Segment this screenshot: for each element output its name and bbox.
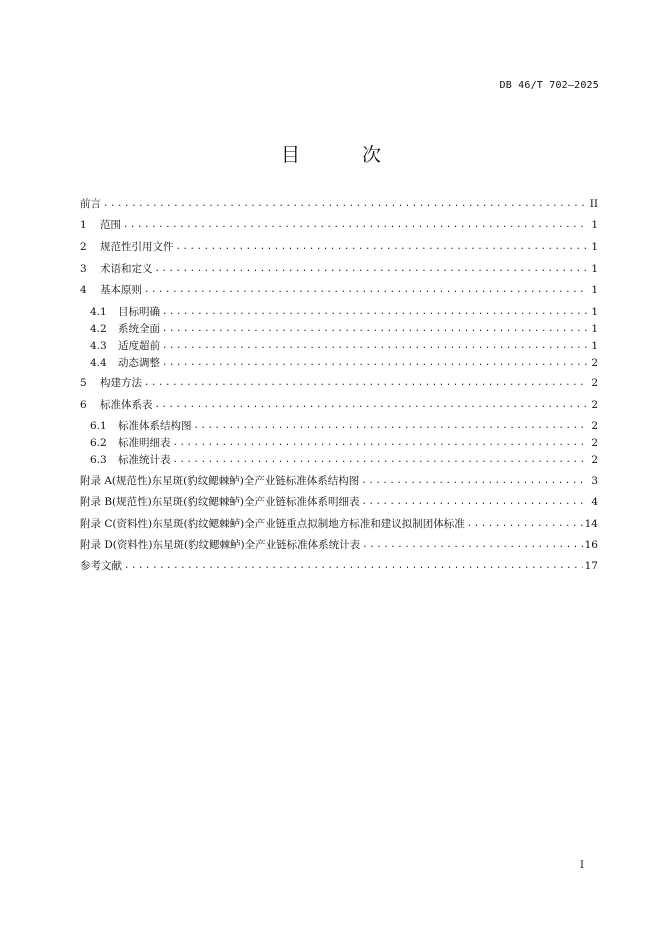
- toc-entry-4-4[interactable]: [90, 356, 598, 370]
- toc-leader-dots: [162, 339, 588, 353]
- toc-title: 目 次: [280, 144, 410, 166]
- toc-entry-number: 4.4: [90, 357, 107, 369]
- toc-entry-number: 6.2: [90, 437, 107, 449]
- toc-entry-number: 6.1: [90, 420, 107, 432]
- toc-entry-6-1[interactable]: [90, 419, 598, 433]
- toc-entry-label: 标准明细表: [118, 437, 171, 449]
- page-number: I: [580, 860, 584, 871]
- toc-entry-number: 6.3: [90, 454, 107, 466]
- toc-entry-appendix-a[interactable]: [80, 474, 598, 488]
- toc-leader-dots: [144, 283, 588, 297]
- toc-leader-dots: [103, 197, 588, 211]
- toc-entry-label: 构建方法: [100, 377, 142, 389]
- toc-leader-dots: [123, 218, 588, 232]
- toc-entry-label: 附录 D(资料性)东星斑(豹纹鳃棘鲈)全产业链标准体系统计表: [80, 539, 361, 551]
- toc-entry-6-2[interactable]: [90, 436, 598, 450]
- toc-entry-label: 适度超前: [118, 340, 160, 352]
- toc-entry-references[interactable]: [80, 559, 598, 573]
- toc-leader-dots: [173, 453, 589, 467]
- toc-entry-page: II: [589, 198, 598, 210]
- toc-entry-6-3[interactable]: [90, 453, 598, 467]
- toc-entry-page: 2: [591, 357, 598, 369]
- toc-entry-label: 附录 B(规范性)东星斑(豹纹鳃棘鲈)全产业链标准体系明细表: [80, 496, 360, 508]
- toc-leader-dots: [361, 495, 588, 509]
- toc-leader-dots: [194, 419, 589, 433]
- toc-entry-2[interactable]: [80, 240, 598, 254]
- toc-entry-number: 4.2: [90, 323, 107, 335]
- toc-entry-number: 5: [80, 377, 87, 389]
- toc-entry-page: 4: [591, 496, 598, 508]
- toc-entry-page: 1: [591, 306, 598, 318]
- toc-entry-page: 1: [591, 263, 598, 275]
- toc-entry-4-3[interactable]: [90, 339, 598, 353]
- toc-entry-number: 4.3: [90, 340, 107, 352]
- toc-entry-label: 标准体系结构图: [118, 420, 192, 432]
- toc-entry-appendix-b[interactable]: [80, 495, 598, 509]
- toc-entry-page: 2: [591, 420, 598, 432]
- toc-entry-label: 附录 A(规范性)东星斑(豹纹鳃棘鲈)全产业链标准体系结构图: [80, 475, 360, 487]
- toc-entry-label: 动态调整: [118, 357, 160, 369]
- toc-entry-number: 4.1: [90, 306, 107, 318]
- toc-entry-4[interactable]: [80, 283, 598, 297]
- toc-entry-page: 2: [591, 437, 598, 449]
- toc-entry-label: 范围: [100, 219, 121, 231]
- toc-entry-number: 2: [80, 241, 87, 253]
- toc-entry-label: 术语和定义: [100, 263, 153, 275]
- toc-leader-dots: [173, 436, 589, 450]
- toc-entry-number: 1: [80, 219, 87, 231]
- toc-entry-label: 规范性引用文件: [100, 241, 174, 253]
- toc-entry-page: 2: [591, 399, 598, 411]
- toc-leader-dots: [361, 474, 588, 488]
- toc-leader-dots: [362, 538, 582, 552]
- toc-leader-dots: [155, 398, 589, 412]
- toc-entry-page: 1: [591, 323, 598, 335]
- toc-leader-dots: [162, 322, 588, 336]
- toc-leader-dots: [144, 376, 588, 390]
- toc-entry-3[interactable]: [80, 262, 598, 276]
- toc-entry-page: 16: [584, 539, 598, 551]
- toc-entry-label: 前言: [80, 198, 101, 210]
- toc-entry-label: 参考文献: [80, 560, 122, 572]
- toc-entry-page: 2: [591, 377, 598, 389]
- toc-entry-appendix-d[interactable]: [80, 538, 598, 552]
- toc-leader-dots: [467, 517, 583, 531]
- toc-entry-page: 14: [584, 518, 598, 530]
- toc-entry-label: 系统全面: [118, 323, 160, 335]
- toc-entry-page: 1: [591, 241, 598, 253]
- toc-entry-5[interactable]: [80, 376, 598, 390]
- document-code: DB 46/T 702—2025: [499, 80, 599, 91]
- toc-leader-dots: [155, 262, 589, 276]
- toc-entry-label: 标准体系表: [100, 399, 153, 411]
- toc-entry-page: 1: [591, 340, 598, 352]
- toc-leader-dots: [162, 305, 588, 319]
- toc-entry-number: 6: [80, 399, 87, 411]
- toc-entry-label: 标准统计表: [118, 454, 171, 466]
- toc-entry-appendix-c[interactable]: [80, 517, 598, 531]
- toc-entry-1[interactable]: [80, 218, 598, 232]
- toc-entry-page: 2: [591, 454, 598, 466]
- toc-entry-page: 1: [591, 284, 598, 296]
- toc-entry-number: 4: [80, 284, 87, 296]
- toc-entry-number: 3: [80, 263, 87, 275]
- toc-entry-4-1[interactable]: [90, 305, 598, 319]
- toc-leader-dots: [162, 356, 588, 370]
- toc-entry-page: 3: [591, 475, 598, 487]
- toc-entry-label: 附录 C(资料性)东星斑(豹纹鳃棘鲈)全产业链重点拟制地方标准和建议拟制团体标准: [80, 518, 465, 530]
- toc-entry-4-2[interactable]: [90, 322, 598, 336]
- toc-entry-page: 1: [591, 219, 598, 231]
- toc-entry-preface[interactable]: [80, 197, 598, 211]
- toc-entry-label: 基本原则: [100, 284, 142, 296]
- toc-leader-dots: [124, 559, 583, 573]
- toc-leader-dots: [176, 240, 589, 254]
- toc-entry-page: 17: [584, 560, 598, 572]
- toc-entry-6[interactable]: [80, 398, 598, 412]
- toc-entry-label: 目标明确: [118, 306, 160, 318]
